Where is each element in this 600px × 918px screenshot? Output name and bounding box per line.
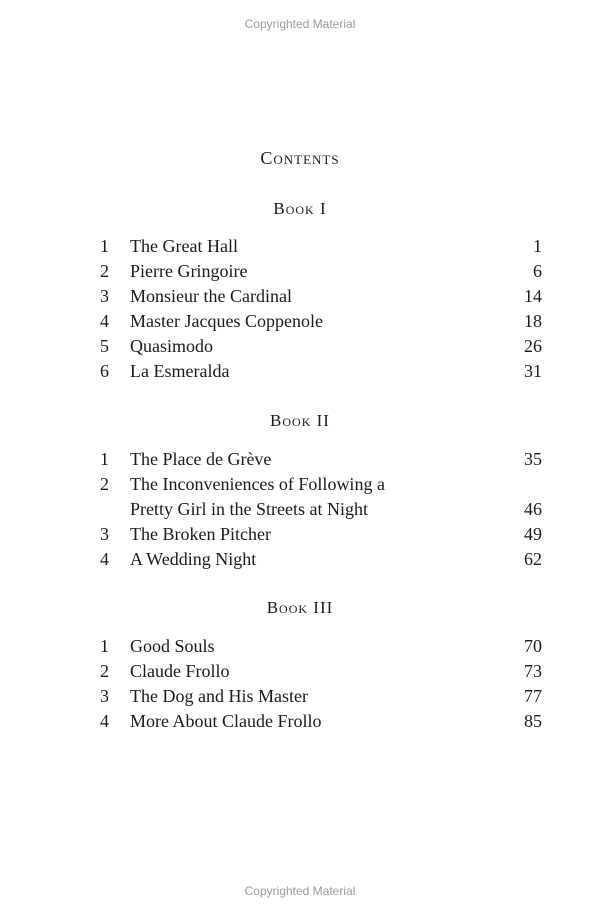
chapter-title: Pierre Gringoire: [130, 261, 248, 281]
chapter-number: 1: [100, 636, 109, 656]
chapter-number: 4: [100, 311, 109, 331]
chapter-number: 4: [100, 711, 109, 731]
chapter-title: Monsieur the Cardinal: [130, 286, 292, 306]
chapter-number: 2: [100, 661, 109, 681]
chapter-title: Pretty Girl in the Streets at Night: [130, 499, 368, 519]
toc-row[interactable]: [0, 284, 600, 309]
chapter-page: 70: [524, 636, 542, 656]
chapter-number: 6: [100, 361, 109, 381]
chapter-number: 2: [100, 474, 109, 494]
toc-row[interactable]: [0, 634, 600, 659]
chapter-title: A Wedding Night: [130, 549, 257, 569]
book-1-heading: Book I: [273, 199, 327, 218]
chapter-page: 73: [524, 661, 542, 681]
toc-row[interactable]: [0, 259, 600, 284]
chapter-title: The Great Hall: [130, 236, 238, 256]
toc-row[interactable]: [0, 684, 600, 709]
chapter-page: 14: [524, 286, 542, 306]
chapter-title: The Dog and His Master: [130, 686, 308, 706]
chapter-page: 26: [524, 336, 542, 356]
chapter-number: 4: [100, 549, 109, 569]
book-3-heading: Book III: [266, 598, 334, 617]
chapter-page: 35: [524, 449, 542, 469]
copyright-watermark-bottom: Copyrighted Material: [244, 884, 356, 898]
chapter-title: La Esmeralda: [130, 361, 230, 381]
chapter-page: 49: [524, 524, 542, 544]
chapter-page: 85: [524, 711, 542, 731]
chapter-title: Master Jacques Coppenole: [130, 311, 323, 331]
chapter-page: 62: [524, 549, 542, 569]
chapter-title: The Inconveniences of Following a: [130, 474, 385, 494]
chapter-number: 2: [100, 261, 109, 281]
copyright-watermark-top: Copyrighted Material: [244, 17, 356, 31]
contents-heading: Contents: [260, 148, 340, 168]
toc-row[interactable]: [0, 659, 600, 684]
chapter-title: Good Souls: [130, 636, 215, 656]
chapter-number: 5: [100, 336, 109, 356]
toc-row[interactable]: [0, 522, 600, 547]
toc-row[interactable]: [0, 447, 600, 472]
chapter-page: 77: [524, 686, 542, 706]
chapter-page: 46: [524, 499, 542, 519]
chapter-title: The Broken Pitcher: [130, 524, 271, 544]
chapter-page: 31: [524, 361, 542, 381]
toc-row[interactable]: [0, 334, 600, 359]
chapter-number: 3: [100, 524, 109, 544]
toc-row[interactable]: [0, 709, 600, 734]
chapter-number: 1: [100, 449, 109, 469]
chapter-page: 6: [533, 261, 542, 281]
toc-row[interactable]: [0, 359, 600, 384]
chapter-page: 1: [533, 236, 542, 256]
toc-row[interactable]: [0, 234, 600, 259]
toc-row-continuation[interactable]: [0, 497, 600, 522]
book-2-heading: Book II: [270, 411, 330, 430]
chapter-title: Claude Frollo: [130, 661, 230, 681]
chapter-page: 18: [524, 311, 542, 331]
toc-row[interactable]: [0, 309, 600, 334]
chapter-title: Quasimodo: [130, 336, 213, 356]
chapter-title: More About Claude Frollo: [130, 711, 322, 731]
toc-row[interactable]: [0, 472, 600, 497]
chapter-number: 3: [100, 686, 109, 706]
toc-row[interactable]: [0, 547, 600, 572]
chapter-number: 1: [100, 236, 109, 256]
chapter-title: The Place de Grève: [130, 449, 272, 469]
chapter-number: 3: [100, 286, 109, 306]
